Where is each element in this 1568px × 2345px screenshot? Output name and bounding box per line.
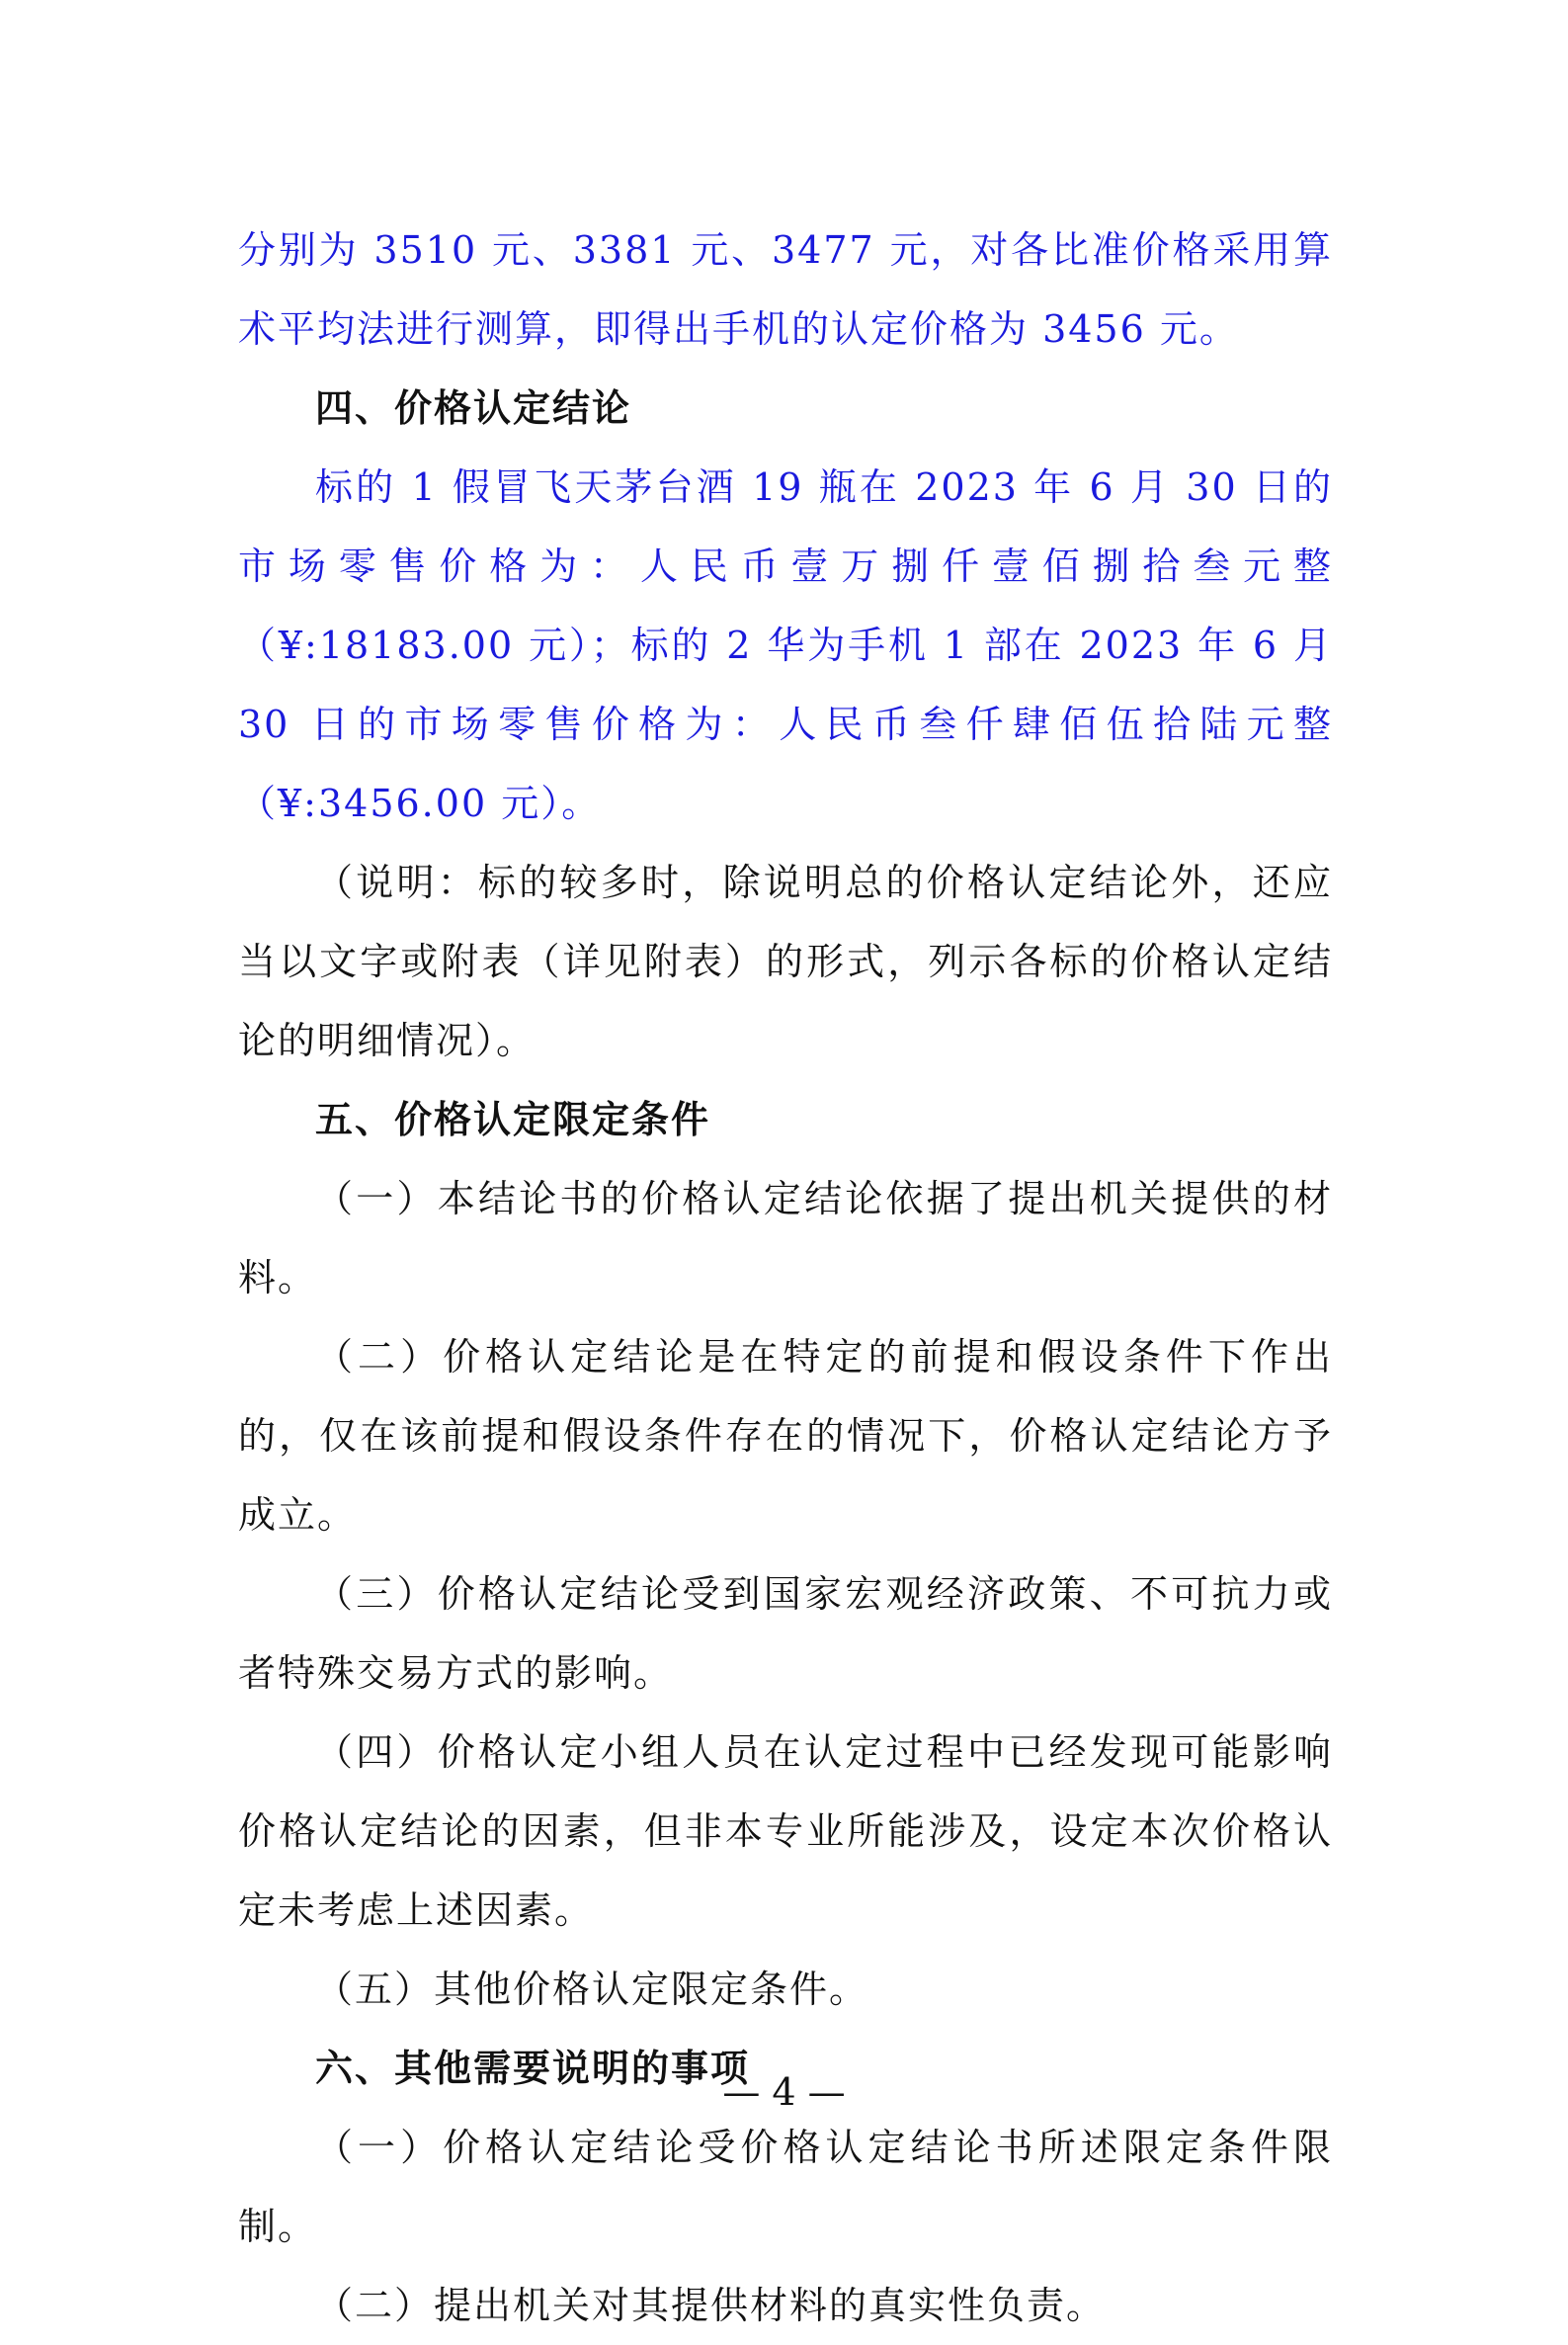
section-heading-other-matters: 六、其他需要说明的事项 xyxy=(315,2046,751,2090)
condition-item-2: （二）价格认定结论是在特定的前提和假设条件下作出的，仅在该前提和假设条件存在的情况下，价格认定结论方予成立。 xyxy=(238,1335,1333,1537)
paragraph-conclusion-note: （说明：标的较多时，除说明总的价格认定结论外，还应当以文字或附表（详见附表）的形式，列示各标的价格认定结论的明细情况）。 xyxy=(238,861,1333,1062)
other-matter-item-2: （二）提出机关对其提供材料的真实性负责。 xyxy=(315,2284,1107,2327)
condition-item-5: （五）其他价格认定限定条件。 xyxy=(315,1968,869,2011)
paragraph-conclusion: 标的 1 假冒飞天茅台酒 19 瓶在 2023 年 6 月 30 日的市场零售价格为：人民币壹万捌仟壹佰捌拾叁元整（¥:18183.00 元）；标的 2 华为手机 1 部在 2023 年 6 月 30 日的市场零售价格为：人民币叁仟肆佰伍拾陆元整（¥:3456.00 元）。 xyxy=(238,465,1333,825)
condition-item-4: （四）价格认定小组人员在认定过程中已经发现可能影响价格认定结论的因素，但非本专业所能涉及，设定本次价格认定未考虑上述因素。 xyxy=(238,1730,1333,1932)
condition-item-3: （三）价格认定结论受到国家宏观经济政策、不可抗力或者特殊交易方式的影响。 xyxy=(238,1572,1333,1695)
section-heading-conclusion: 四、价格认定结论 xyxy=(315,385,632,430)
document-body xyxy=(238,210,1333,2345)
paragraph-price-calculation: 分别为 3510 元、3381 元、3477 元，对各比准价格采用算术平均法进行测算，即得出手机的认定价格为 3456 元。 xyxy=(238,228,1333,351)
other-matter-item-1: （一）价格认定结论受价格认定结论书所述限定条件限制。 xyxy=(238,2126,1333,2248)
condition-item-1: （一）本结论书的价格认定结论依据了提出机关提供的材料。 xyxy=(238,1177,1333,1299)
page-number: — 4 — xyxy=(722,2070,846,2114)
section-heading-limiting-conditions: 五、价格认定限定条件 xyxy=(315,1097,711,1141)
